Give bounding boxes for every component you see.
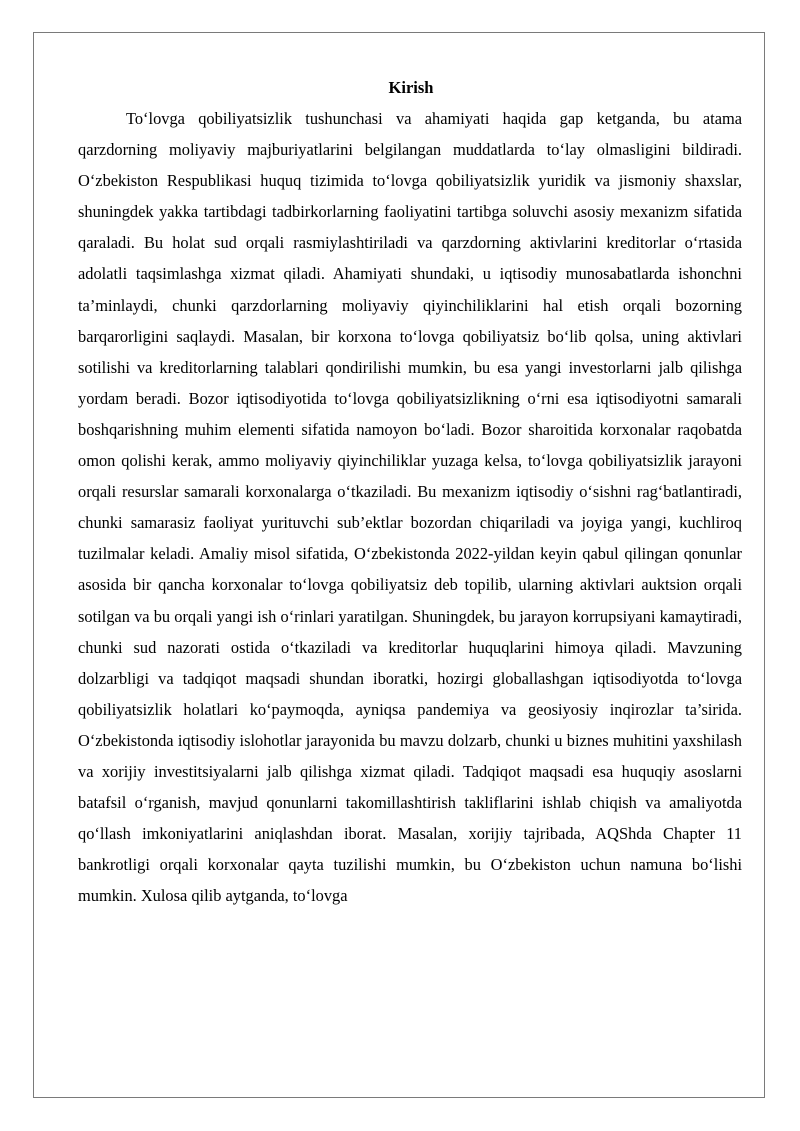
body-paragraph: To‘lovga qobiliyatsizlik tushunchasi va ahamiyati haqida gap ketganda, bu atama qarzdorning moliyaviy majburiyatlarini belgilangan muddatlarda to‘lay olmasligini bildiradi. O‘zbekiston Respublikasi huquq tizimida to‘lovga qobiliyatsizlik yuridik va jismoniy shaxslar, shuningdek yakka tartibdagi tadbirkorlarning faoliyatini tartibga soluvchi asosiy mexanizm sifatida qaraladi. Bu holat sud orqali rasmiylashtiriladi va qarzdorning aktivlarini kreditorlar o‘rtasida adolatli taqsimlashga xizmat qiladi. Ahamiyati shundaki, u iqtisodiy munosabatlarda ishonchni ta’minlaydi, chunki qarzdorlarning moliyaviy qiyinchiliklarini hal etish orqali bozorning barqarorligini saqlaydi. Masalan, bir korxona to‘lovga qobiliyatsiz bo‘lib qolsa, uning aktivlari sotilishi va kreditorlarning talablari qondirilishi mumkin, bu esa yangi investorlarni jalb qilishga yordam beradi. Bozor iqtisodiyotida to‘lovga qobiliyatsizlikning o‘rni esa iqtisodiyotni samarali boshqarishning muhim elementi sifatida namoyon bo‘ladi. Bozor sharoitida korxonalar raqobatda omon qolishi kerak, ammo moliyaviy qiyinchiliklar yuzaga kelsa, to‘lovga qobiliyatsizlik jarayoni orqali resurslar samarali korxonalarga o‘tkaziladi. Bu mexanizm iqtisodiy o‘sishni rag‘batlantiradi, chunki samarasiz faoliyat yurituvchi sub’ektlar bozordan chiqariladi va joyiga yangi, kuchliroq tuzilmalar keladi. Amaliy misol sifatida, O‘zbekistonda 2022-yildan keyin qabul qilingan qonunlar asosida bir qancha korxonalar to‘lovga qobiliyatsiz deb topilib, ularning aktivlari auktsion orqali sotilgan va bu orqali yangi ish o‘rinlari yaratilgan. Shuningdek, bu jarayon korrupsiyani kamaytiradi, chunki sud nazorati ostida o‘tkaziladi va kreditorlar huquqlarini himoya qiladi. Mavzuning dolzarbligi va tadqiqot maqsadi shundan iboratki, hozirgi globallashgan iqtisodiyotda to‘lovga qobiliyatsizlik holatlari ko‘paymoqda, ayniqsa pandemiya va geosiyosiy inqirozlar ta’sirida. O‘zbekistonda iqtisodiy islohotlar jarayonida bu mavzu dolzarb, chunki u biznes muhitini yaxshilash va xorijiy investitsiyalarni jalb qilishga xizmat qiladi. Tadqiqot maqsadi esa huquqiy asoslarni batafsil o‘rganish, mavjud qonunlarni takomillashtirish takliflarini ishlab chiqish va amaliyotda qo‘llash imkoniyatlarini aniqlashdan iborat. Masalan, xorijiy tajribada, AQShda Chapter 11 bankrotligi orqali korxonalar qayta tuzilishi mumkin, bu O‘zbekiston uchun namuna bo‘lishi mumkin. Xulosa qilib aytganda, to‘lovga [78,109,742,906]
document-body [78,73,742,911]
section-title: Kirish [388,78,434,97]
